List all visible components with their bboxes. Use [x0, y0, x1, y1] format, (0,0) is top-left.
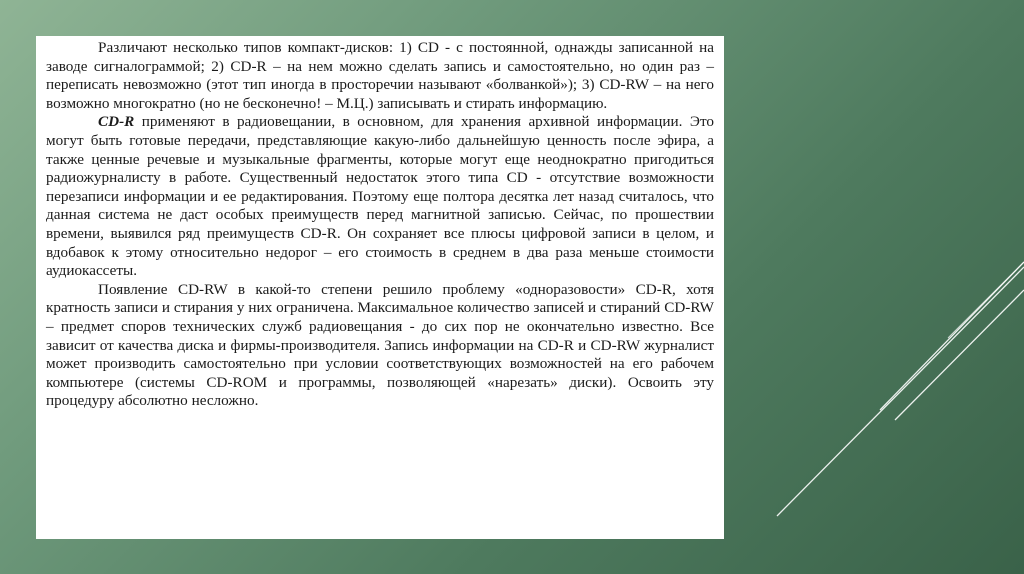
paragraph-text: применяют в радиовещании, в основном, для хранения архивной информации. Это могут быть готовые передачи, представляющие какую-либо дальнейшую ценность после эфира, а также ценные речевые и музыкальные фрагменты, которые могут еще неоднократно пригодиться радиожурналисту в работе. Существенный недостаток этого типа CD - отсутствие возможности перезаписи информации и ее редактирования. Поэтому еще полтора десятка лет назад считалось, что данная система не даст особых преимуществ перед магнитной записью. Сейчас, по прошествии времени, выявился ряд преимуществ CD-R. Он сохраняет все плюсы цифровой записи в целом, и вдобавок к этому относительно недорог – его стоимость в среднем в два раза меньше стоимости аудиокассеты.: [46, 113, 714, 280]
document-page: [36, 36, 724, 539]
paragraph-lead: CD-R: [98, 113, 135, 131]
decor-line: [948, 262, 1024, 338]
paragraph: [46, 281, 714, 411]
paragraph-text: Различают несколько типов компакт-дисков: 1) CD - с постоянной, однажды записанной на заводе сигналограммой; 2) CD-R – на нем можно сделать запись и самостоятельно, но один раз – переписать невозможно (этот тип иногда в просторечии называют «болванкой»); 3) CD-RW – на него возможно многократно (но не бесконечно! – М.Ц.) записывать и стирать информацию.: [46, 39, 714, 112]
paragraph: [46, 39, 714, 113]
paragraph-text: Появление CD-RW в какой-то степени решило проблему «одноразовости» CD-R, хотя кратность записи и стирания у них ограничена. Максимальное количество записей и стираний CD-RW – предмет споров технических служб радиовещания - до сих пор не окончательно известно. Все зависит от качества диска и фирмы-производителя. Запись информации на CD-R и CD-RW журналист может производить самостоятельно при условии соответствующих возможностей на его рабочем компьютере (системы CD-ROM и программы, позволяющей «нарезать» диски). Освоить эту процедуру абсолютно несложно.: [46, 280, 714, 410]
decor-line: [895, 290, 1024, 420]
decor-line: [777, 267, 1024, 516]
paragraph: [46, 113, 714, 280]
